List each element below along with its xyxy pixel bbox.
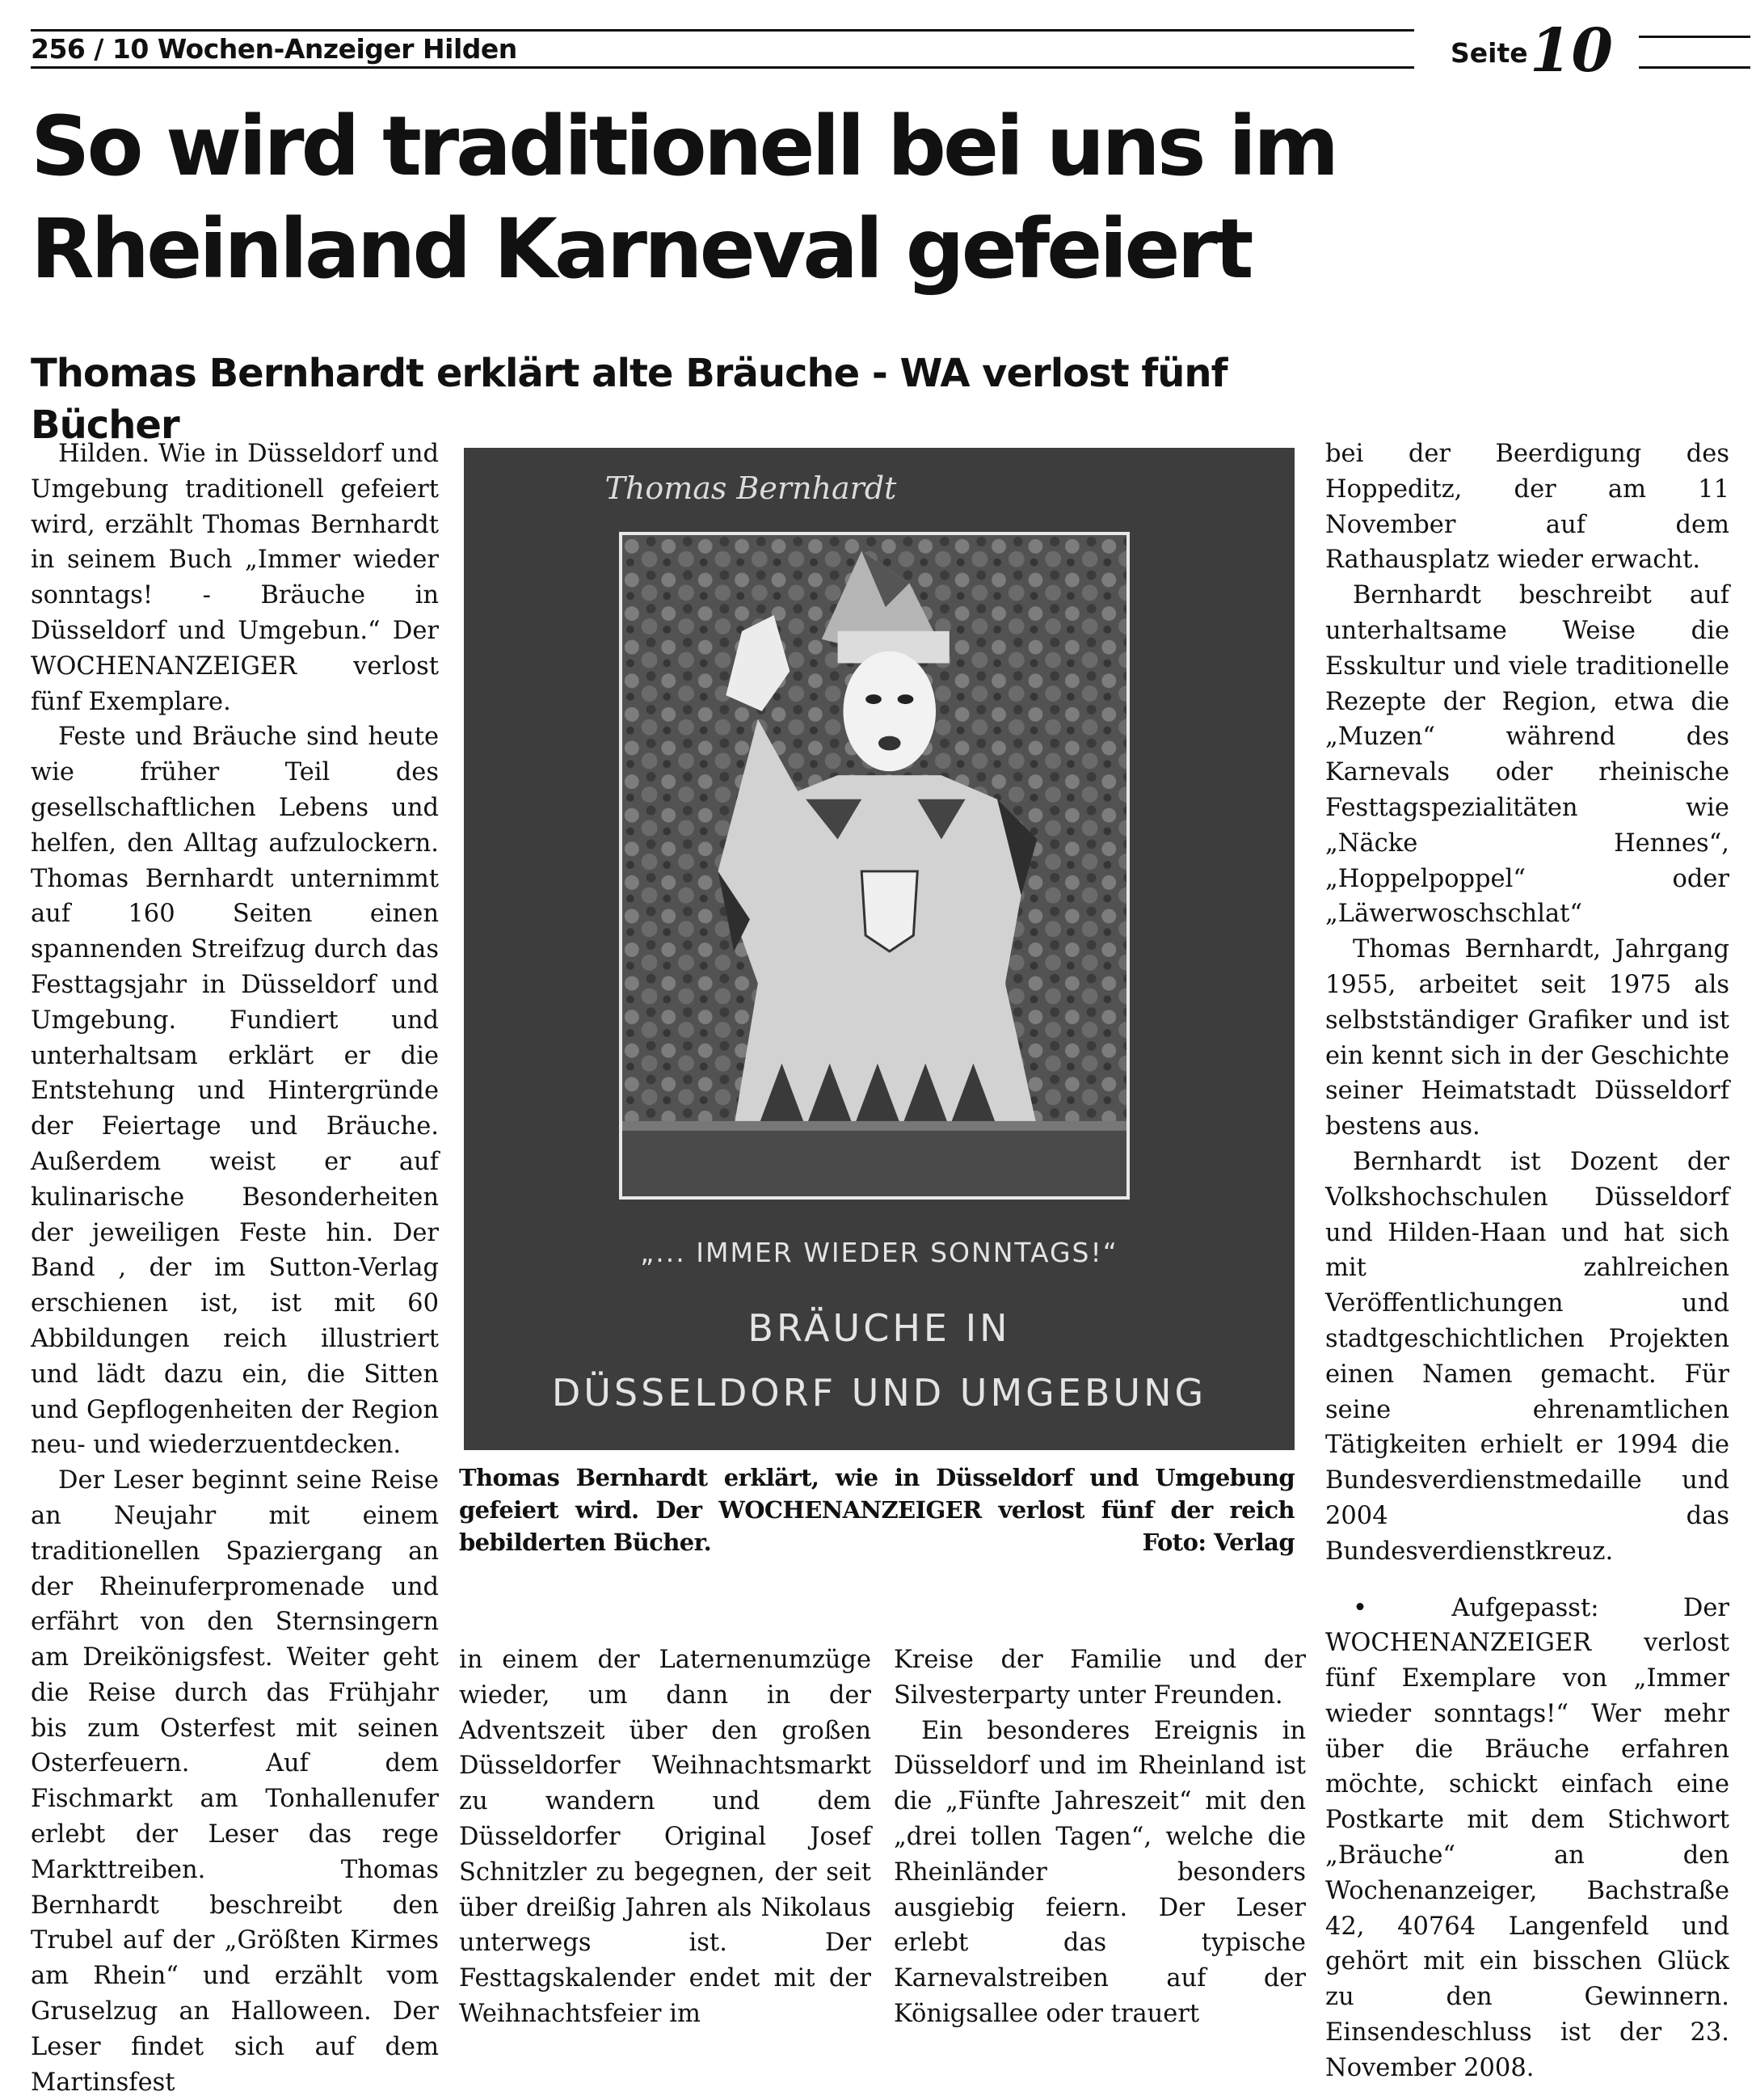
page-number: 10 — [1530, 16, 1613, 86]
masthead-rule-top — [31, 29, 1414, 32]
cover-title-line-2: BRÄUCHE IN — [747, 1306, 1011, 1350]
paragraph: Der Leser beginnt seine Reise an Neujahr mit einem traditionellen Spaziergang an der Rheinuferpromenade und erfährt von den Sternsingern am Dreikönigsfest. Weiter geht die Reise durch das Frühjahr bis zum Osterfest mit seinen Osterfeuern. Auf dem Fischmarkt am Tonhallenufer erlebt der Leser das rege Markttreiben. Thomas Bernhardt beschreibt den Trubel auf der „Größten Kirmes am Rhein“ und erzählt vom Gruselzug an Halloween. Der Leser findet sich auf dem Martinsfest — [31, 1466, 439, 2097]
paragraph: Hilden. Wie in Düsseldorf und Umgebung traditionell gefeiert wird, erzählt Thomas Bernhardt in seinem Buch „Immer wieder sonntags! - Bräuche in Düsseldorf und Umgebun.“ Der WOCHENANZEIGER verlost fünf Exemplare. — [31, 440, 439, 716]
cover-photo-frame — [619, 532, 1130, 1200]
article-column-3 — [894, 1642, 1306, 2032]
image-caption — [459, 1461, 1295, 1558]
subheadline: Thomas Bernhardt erklärt alte Bräuche - WA verlost fünf Bücher — [31, 351, 1228, 448]
masthead-rule-right-top — [1639, 36, 1750, 38]
cover-title-line-3: DÜSSELDORF UND UMGEBUNG — [551, 1371, 1207, 1415]
masthead-rule-right-bottom — [1639, 66, 1750, 69]
article-column-4 — [1325, 436, 1729, 2086]
carnival-jester-photo-icon — [622, 535, 1126, 1196]
paragraph: Bernhardt ist Dozent der Volkshochschulen Düsseldorf und Hilden-Haan und hat sich mit zahlreichen Veröffentlichungen und stadtgeschichtlichen Projekten einen Namen gemacht. Für seine ehrenamtlichen Tätigkeiten erhielt er 1994 die Bundesverdienstmedaille und 2004 das Bundesverdienstkreuz. — [1325, 1147, 1729, 1566]
cover-author: Thomas Bernhardt — [604, 470, 897, 506]
issue-and-paper-name: 256 / 10 Wochen-Anzeiger Hilden — [31, 33, 517, 65]
photo-credit: Foto: Verlag — [1142, 1529, 1295, 1556]
cover-title-line-1: „... IMMER WIEDER SONNTAGS!“ — [640, 1237, 1118, 1268]
paragraph: bei der Beerdigung des Hoppeditz, der am 11 November auf dem Rathausplatz wieder erwacht. — [1325, 440, 1729, 575]
contest-notice: • Aufgepasst: Der WOCHENANZEIGER verlost fünf Exemplare von „Immer wieder sonntags!“ Wer mehr über die Bräuche erfahren möchte, schickt einfach eine Postkarte mit dem Stichwort „Bräuche“ an den Wochenanzeiger, Bachstraße 42, 40764 Langenfeld und gehört mit ein bisschen Glück zu den Gewinnern. Einsendeschluss ist der 23. November 2008. — [1325, 1593, 1729, 2082]
headline-line-1: So wird traditionell bei uns im — [31, 99, 1337, 195]
headline-line-2: Rheinland Karneval gefeiert — [31, 201, 1251, 297]
paragraph: Feste und Bräuche sind heute wie früher Teil des gesellschaftlichen Lebens und helfen, den Alltag aufzulockern. Thomas Bernhardt unternimmt auf 160 Seiten einen spannenden Streifzug durch das Festtagsjahr in Düsseldorf und Umgebung. Fundiert und unterhaltsam erklärt er die Entstehung und Hintergründe der Feiertage und Bräuche. Außerdem weist er auf kulinarische Besonderheiten der jeweiligen Feste hin. Der Band , der im Sutton-Verlag erschienen ist, ist mit 60 Abbildungen reich illustriert und lädt dazu ein, die Sitten und Gepflogenheiten der Region neu- und wiederzuentdecken. — [31, 723, 439, 1460]
book-cover-image — [464, 448, 1295, 1450]
paragraph: Thomas Bernhardt, Jahrgang 1955, arbeitet seit 1975 als selbstständiger Grafiker und ist ein kennt sich in der Geschichte seiner Heimatstadt Düsseldorf bestens aus. — [1325, 935, 1729, 1141]
page-label: Seite — [1451, 37, 1528, 69]
paragraph: Ein besonderes Ereignis in Düsseldorf und im Rheinland ist die „Fünfte Jahreszeit“ mit den „drei tollen Tagen“, welche die Rheinländer besonders ausgiebig feiern. Der Leser erlebt das typische Karnevalstreiben auf der Königsallee oder trauert — [894, 1716, 1306, 2028]
article-column-1 — [31, 436, 439, 2100]
headline — [31, 95, 1404, 301]
masthead-rule-bottom — [31, 66, 1414, 69]
article-column-2 — [459, 1642, 871, 2032]
paragraph: in einem der Laternenumzüge wieder, um dann in der Adventszeit über den großen Düsseldorfer Weihnachtsmarkt zu wandern und dem Düsseldorfer Original Josef Schnitzler zu begegnen, der seit über dreißig Jahren als Nikolaus unterwegs ist. Der Festtagskalender endet mit der Weihnachtsfeier im — [459, 1646, 871, 2028]
caption-text: Thomas Bernhardt erklärt, wie in Düsseldorf und Umgebung gefeiert wird. Der WOCHENANZEIGER verlost fünf der reich bebilderten Bücher. — [459, 1464, 1295, 1556]
paragraph: Kreise der Familie und der Silvesterparty unter Freunden. — [894, 1646, 1306, 1710]
masthead — [31, 16, 1756, 86]
paragraph: Bernhardt beschreibt auf unterhaltsame Weise die Esskultur und viele traditionelle Rezepte der Region, etwa die „Muzen“ während des Karnevals oder rheinische Festtagspezialitäten wie „Näcke Hennes“, „Hoppelpoppel“ oder „Läwerwoschschlat“ — [1325, 581, 1729, 929]
